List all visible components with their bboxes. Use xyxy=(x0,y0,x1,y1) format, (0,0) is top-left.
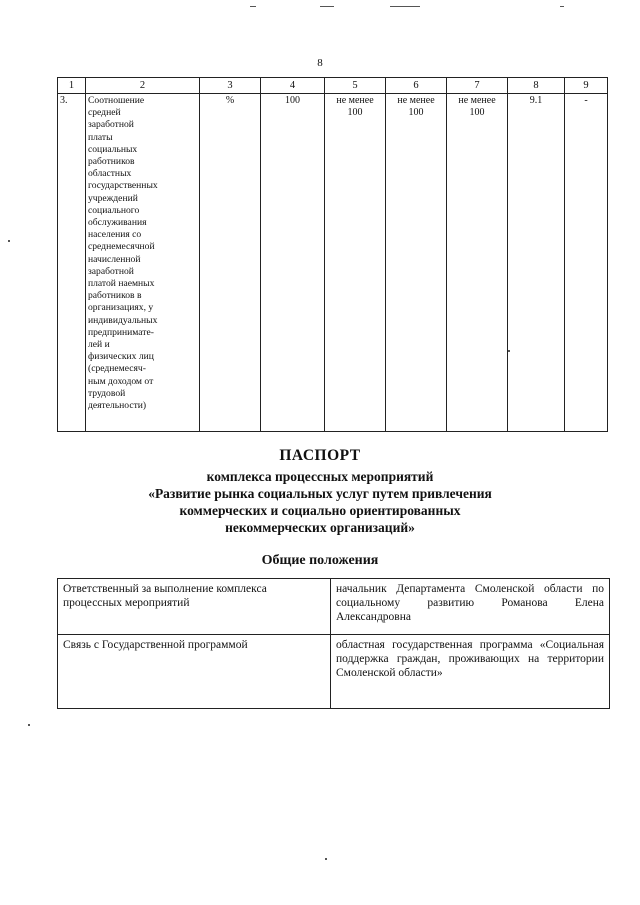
section-heading: Общие положения xyxy=(261,553,379,568)
table-row xyxy=(58,94,608,432)
table-row xyxy=(58,579,610,635)
column-header: 1 xyxy=(58,78,86,94)
column-header: 2 xyxy=(86,78,200,94)
row-label: Ответственный за выполнение комплекса процессных мероприятий xyxy=(58,579,331,635)
subtitle-line: некоммерческих организаций» xyxy=(225,520,415,535)
subtitle-line: «Развитие рынка социальных услуг путем привлечения xyxy=(148,486,492,501)
column-header: 6 xyxy=(386,78,447,94)
passport-title: ПАСПОРТ xyxy=(279,447,361,464)
table-header-row xyxy=(58,78,608,94)
unit-cell: % xyxy=(200,94,261,432)
column-header: 8 xyxy=(508,78,565,94)
base-value-cell: 100 xyxy=(261,94,325,432)
column-header: 9 xyxy=(565,78,608,94)
subtitle-line: коммерческих и социально ориентированных xyxy=(179,503,461,518)
page-number: 8 xyxy=(317,57,323,69)
general-provisions-table xyxy=(57,578,610,709)
passport-subtitle xyxy=(0,468,640,536)
subtitle-line: комплекса процессных мероприятий xyxy=(206,469,434,484)
year-value-cell: не менее 100 xyxy=(386,94,447,432)
indicator-name: Соотношение средней заработной платы социальных работников областных государственных учреждений социального обслуживания населения со среднемесячной начисленной заработной платой наемных работников в организациях, у индивидуальных предпринимате- лей и физических лиц (среднемесяч- ным доходом от трудовой деятельности) xyxy=(88,95,158,412)
year-value-cell: - xyxy=(565,94,608,432)
indicator-table xyxy=(57,77,608,432)
table-row xyxy=(58,635,610,709)
column-header: 7 xyxy=(447,78,508,94)
row-value: областная государственная программа «Социальная поддержка граждан, проживающих на территории Смоленской области» xyxy=(331,635,610,709)
row-value: начальник Департамента Смоленской области по социальному развитию Романова Елена Александровна xyxy=(331,579,610,635)
column-header: 3 xyxy=(200,78,261,94)
column-header: 4 xyxy=(261,78,325,94)
year-value-cell: не менее 100 xyxy=(325,94,386,432)
column-header: 5 xyxy=(325,78,386,94)
indicator-name-cell xyxy=(86,94,200,432)
year-value-cell: 9.1 xyxy=(508,94,565,432)
row-label: Связь с Государственной программой xyxy=(58,635,331,709)
row-number: 3. xyxy=(58,94,86,432)
year-value-cell: не менее 100 xyxy=(447,94,508,432)
